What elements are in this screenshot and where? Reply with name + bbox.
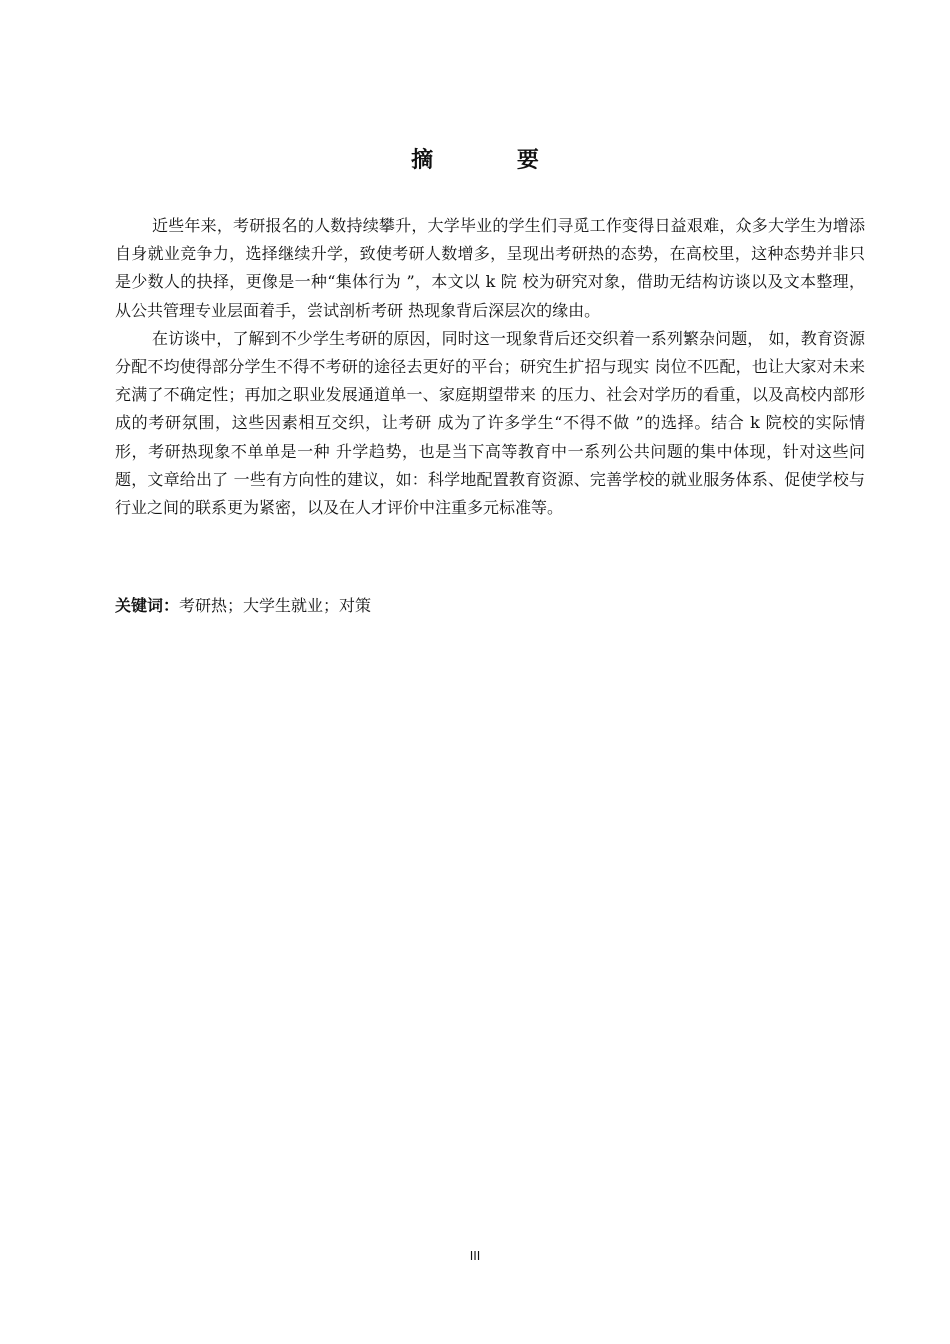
abstract-paragraph-1: 近些年来，考研报名的人数持续攀升，大学毕业的学生们寻觅工作变得日益艰难，众多大学生为增添自身就业竞争力，选择继续升学，致使考研人数增多，呈现出考研热的态势，在高校里，这种态势并非只是少数人的抉择，更像是一种“集体行为 ”，本文以 k 院 校为研究对象，借助无结构访谈以及文本整理，从公共管理专业层面着手，尝试剖析考研 热现象背后深层次的缘由。 (115, 216, 865, 320)
keywords-line (115, 592, 865, 620)
page-number: III (469, 1249, 481, 1263)
abstract-body (115, 212, 865, 522)
keywords-value: 考研热；大学生就业；对策 (179, 596, 372, 615)
abstract-paragraph-2: 在访谈中，了解到不少学生考研的原因，同时这一现象背后还交织着一系列繁杂问题， 如，教育资源分配不均使得部分学生不得不考研的途径去更好的平台；研究生扩招与现实 岗位不匹配，也让大家对未来充满了不确定性；再加之职业发展通道单一、家庭期望带来 的压力、社会对学历的看重，以及高校内部形成的考研氛围，这些因素相互交织，让考研 成为了许多学生“不得不做 ”的选择。结合 k 院校的实际情形，考研热现象不单单是一种 升学趋势，也是当下高等教育中一系列公共问题的集中体现，针对这些问题，文章给出了 一些有方向性的建议，如：科学地配置教育资源、完善学校的就业服务体系、促使学校与 行业之间的联系更为紧密，以及在人才评价中注重多元标准等。 (115, 328, 865, 518)
abstract-title: 摘 要 (411, 148, 577, 173)
keywords-label: 关键词： (115, 596, 180, 615)
